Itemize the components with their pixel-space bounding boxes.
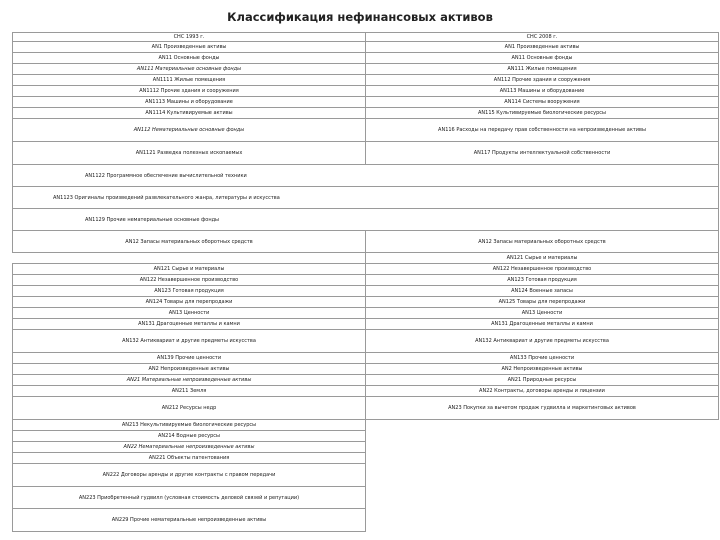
cell-snc-1993: AN1114 Культивируемые активы [13, 108, 366, 119]
cell-snc-2008: AN12 Запасы материальных оборотных средств [366, 231, 719, 253]
cell-snc-1993: AN1121 Разведка полезных ископаемых [13, 142, 366, 165]
cell-snc-2008 [366, 509, 719, 532]
cell-snc-1993: AN122 Незавершенное производство [13, 275, 366, 286]
table-row [13, 64, 719, 75]
table-row [13, 142, 719, 165]
table-row [13, 108, 719, 119]
cell-snc-1993: AN212 Ресурсы недр [13, 397, 366, 420]
cell-snc-1993: AN223 Приобретенный гудвилл (условная стоимость деловой связей и репутации) [13, 487, 366, 509]
cell-snc-2008: AN2 Непроизведенные активы [366, 364, 719, 375]
table-row [13, 286, 719, 297]
cell-snc-2008: AN116 Расходы на передачу прав собственности на непроизведенные активы [366, 119, 719, 142]
table-row [13, 442, 719, 453]
table-row [13, 53, 719, 64]
cell-snc-1993: AN211 Земля [13, 386, 366, 397]
wide-cell [13, 187, 719, 209]
table-row [13, 253, 719, 264]
cell-snc-1993: AN1113 Машины и оборудование [13, 97, 366, 108]
cell-snc-2008 [366, 464, 719, 487]
cell-snc-1993: AN1 Произведенные активы [13, 42, 366, 53]
table-row [13, 264, 719, 275]
cell-snc-1993: AN1112 Прочие здания и сооружения [13, 86, 366, 97]
cell-snc-2008: AN132 Антиквариат и другие предметы искусства [366, 330, 719, 353]
cell-snc-2008: AN112 Прочие здания и сооружения [366, 75, 719, 86]
cell-snc-2008 [366, 487, 719, 509]
cell-snc-2008 [366, 431, 719, 442]
cell-snc-2008: AN124 Военные запасы [366, 286, 719, 297]
cell-snc-2008: AN131 Драгоценные металлы и камни [366, 319, 719, 330]
cell-snc-1993: AN12 Запасы материальных оборотных средств [13, 231, 366, 253]
cell-snc-2008: СНС 2008 г. [366, 33, 719, 42]
cell-snc-2008: AN115 Культивируемые биологические ресурсы [366, 108, 719, 119]
cell-snc-1993: AN111 Материальные основные фонды [13, 64, 366, 75]
cell-snc-1993: СНС 1993 г. [13, 33, 366, 42]
table-row [13, 308, 719, 319]
wide-cell [13, 209, 719, 231]
cell-snc-2008: AN114 Системы вооружения [366, 97, 719, 108]
cell-snc-1993: AN121 Сырье и материалы [13, 264, 366, 275]
table-row [13, 275, 719, 286]
cell-snc-1993: AN123 Готовая продукция [13, 286, 366, 297]
cell-snc-2008: AN125 Товары для перепродажи [366, 297, 719, 308]
table-row [13, 187, 719, 209]
cell-snc-1993: AN112 Нематериальные основные фонды [13, 119, 366, 142]
cell-snc-2008: AN23 Покупки за вычетом продаж гудвилла и маркетинговых активов [366, 397, 719, 420]
table-row [13, 487, 719, 509]
table-row [13, 397, 719, 420]
cell-snc-1993: AN132 Антиквариат и другие предметы искусства [13, 330, 366, 353]
table-row [13, 375, 719, 386]
cell-snc-2008: AN122 Незавершенное производство [366, 264, 719, 275]
table-row [13, 97, 719, 108]
cell-snc-2008 [366, 420, 719, 431]
cell-snc-2008: AN1 Произведенные активы [366, 42, 719, 53]
cell-snc-1993: AN229 Прочие нематериальные непроизведенные активы [13, 509, 366, 532]
table-row [13, 353, 719, 364]
cell-text: AN1123 Оригиналы произведений развлекательного жанра, литературы и искусства [53, 194, 280, 201]
cell-snc-2008: AN111 Жилые помещения [366, 64, 719, 75]
page-title: Классификация нефинансовых активов [227, 10, 493, 24]
cell-text: AN1122 Программное обеспечение вычислительной техники [85, 172, 247, 179]
cell-snc-2008: AN21 Природные ресурсы [366, 375, 719, 386]
table-row [13, 297, 719, 308]
cell-text: AN1129 Прочие нематериальные основные фонды [85, 216, 219, 223]
table-row [13, 119, 719, 142]
cell-snc-2008: AN113 Машины и оборудование [366, 86, 719, 97]
table-row [13, 33, 719, 42]
wide-cell [13, 165, 719, 187]
table-row [13, 464, 719, 487]
cell-snc-1993: AN131 Драгоценные металлы и камни [13, 319, 366, 330]
table-row [13, 420, 719, 431]
cell-snc-1993: AN213 Некультивируемые биологические ресурсы [13, 420, 366, 431]
table-row [13, 209, 719, 231]
cell-snc-2008: AN11 Основные фонды [366, 53, 719, 64]
cell-snc-1993: AN2 Непроизведенные активы [13, 364, 366, 375]
table-row [13, 364, 719, 375]
cell-snc-2008 [366, 453, 719, 464]
cell-snc-1993: AN124 Товары для перепродажи [13, 297, 366, 308]
table-row [13, 86, 719, 97]
table-row [13, 75, 719, 86]
cell-snc-1993: AN11 Основные фонды [13, 53, 366, 64]
cell-snc-2008: AN13 Ценности [366, 308, 719, 319]
table-row [13, 231, 719, 253]
cell-snc-1993: AN221 Объекты патентования [13, 453, 366, 464]
cell-snc-1993: AN13 Ценности [13, 308, 366, 319]
table-row [13, 165, 719, 187]
cell-snc-2008: AN117 Продукты интеллектуальной собственности [366, 142, 719, 165]
cell-snc-1993: AN22 Нематериальные непроизведенные активы [13, 442, 366, 453]
cell-snc-1993: AN1111 Жилые помещения [13, 75, 366, 86]
cell-snc-2008 [366, 442, 719, 453]
table-row [13, 509, 719, 532]
table-row [13, 431, 719, 442]
table-row [13, 319, 719, 330]
cell-snc-2008: AN22 Контракты, договоры аренды и лицензии [366, 386, 719, 397]
table-row [13, 330, 719, 353]
table-row [13, 453, 719, 464]
cell-snc-2008: AN123 Готовая продукция [366, 275, 719, 286]
table-row [13, 42, 719, 53]
cell-snc-2008: AN133 Прочие ценности [366, 353, 719, 364]
cell-snc-1993: AN139 Прочие ценности [13, 353, 366, 364]
cell-snc-1993: AN222 Договоры аренды и другие контракты с правом передачи [13, 464, 366, 487]
cell-snc-1993 [13, 253, 366, 264]
classification-table [12, 32, 719, 532]
cell-snc-1993: AN21 Материальные непроизведенные активы [13, 375, 366, 386]
cell-snc-1993: AN214 Водные ресурсы [13, 431, 366, 442]
table-row [13, 386, 719, 397]
cell-snc-2008: AN121 Сырье и материалы [366, 253, 719, 264]
